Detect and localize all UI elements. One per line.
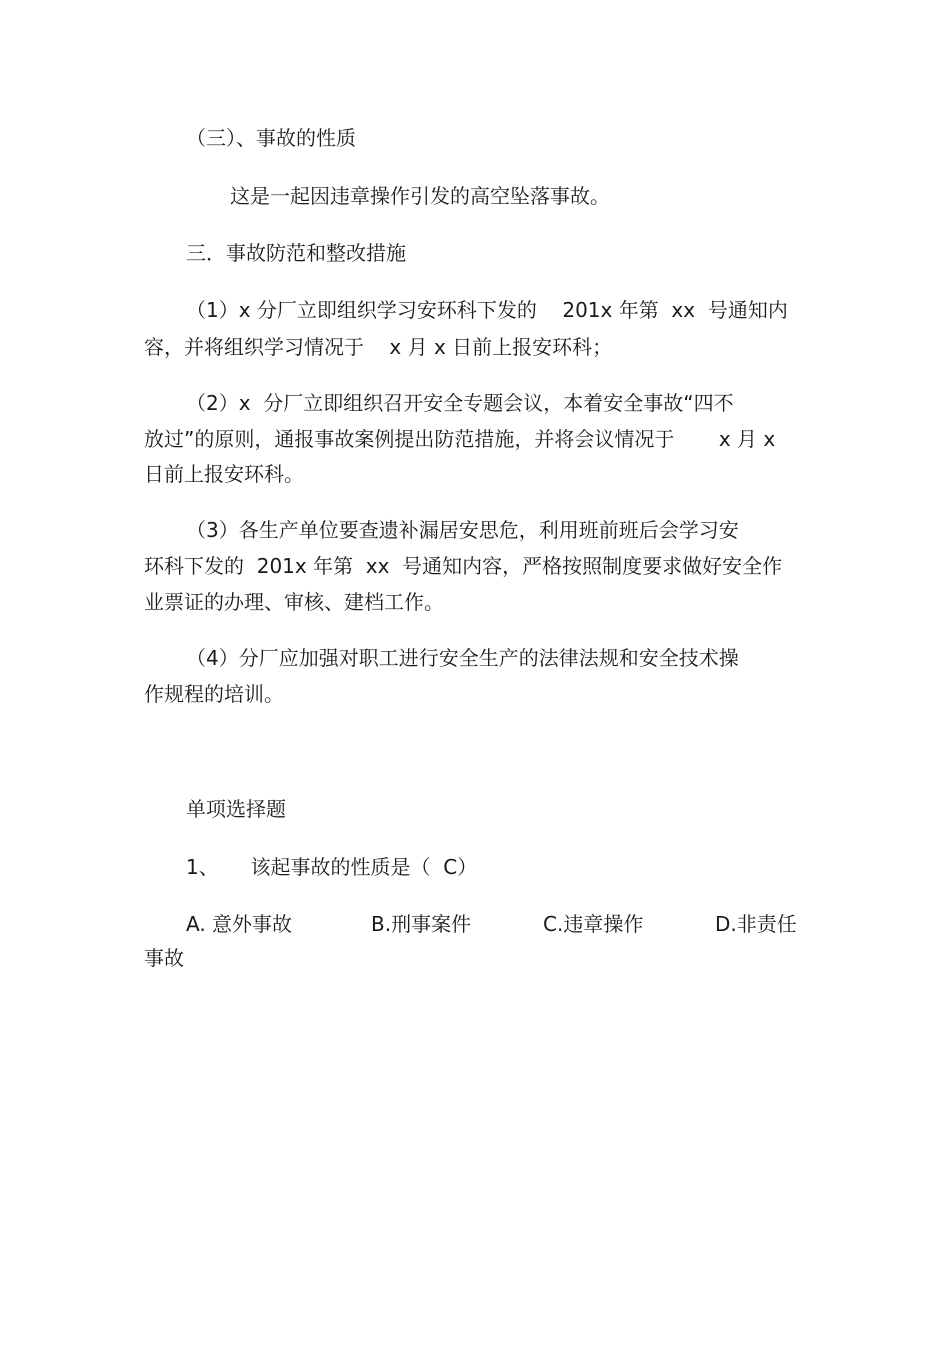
measure-2-line-3: 日前上报安环科。 [144,462,304,486]
quiz-option-d-continuation: 事故 [144,946,184,970]
measure-4-line-2: 作规程的培训。 [144,682,284,706]
quiz-option-a: A. 意外事故 [186,912,293,936]
measure-1-line-1: （1）x 分厂立即组织学习安环科下发的 201x 年第 xx 号通知内 [186,298,788,322]
measure-3-line-1: （3）各生产单位要查遗补漏居安思危，利用班前班后会学习安 [186,518,739,542]
measure-2-line-2: 放过”的原则，通报事故案例提出防范措施，并将会议情况于 x 月 x [144,427,776,451]
section-heading-measures: 三．事故防范和整改措施 [186,241,406,265]
measure-2-line-1: （2）x 分厂立即组织召开安全专题会议，本着安全事故“四不 [186,391,734,415]
measure-3-line-3: 业票证的办理、审核、建档工作。 [144,590,444,614]
measure-3-line-2: 环科下发的 201x 年第 xx 号通知内容，严格按照制度要求做好安全作 [144,554,783,578]
quiz-heading: 单项选择题 [186,797,286,821]
quiz-option-d: D.非责任 [715,912,797,936]
measure-4-line-1: （4）分厂应加强对职工进行安全生产的法律法规和安全技术操 [186,646,739,670]
quiz-option-b: B.刑事案件 [371,912,472,936]
measure-1-line-2: 容，并将组织学习情况于 x 月 x 日前上报安环科； [144,335,613,359]
nature-paragraph: 这是一起因违章操作引发的高空坠落事故。 [230,184,610,208]
section-heading-nature: （三）、事故的性质 [186,126,356,150]
quiz-question-1: 1、 该起事故的性质是（ C） [186,855,478,879]
quiz-option-c: C.违章操作 [543,912,644,936]
